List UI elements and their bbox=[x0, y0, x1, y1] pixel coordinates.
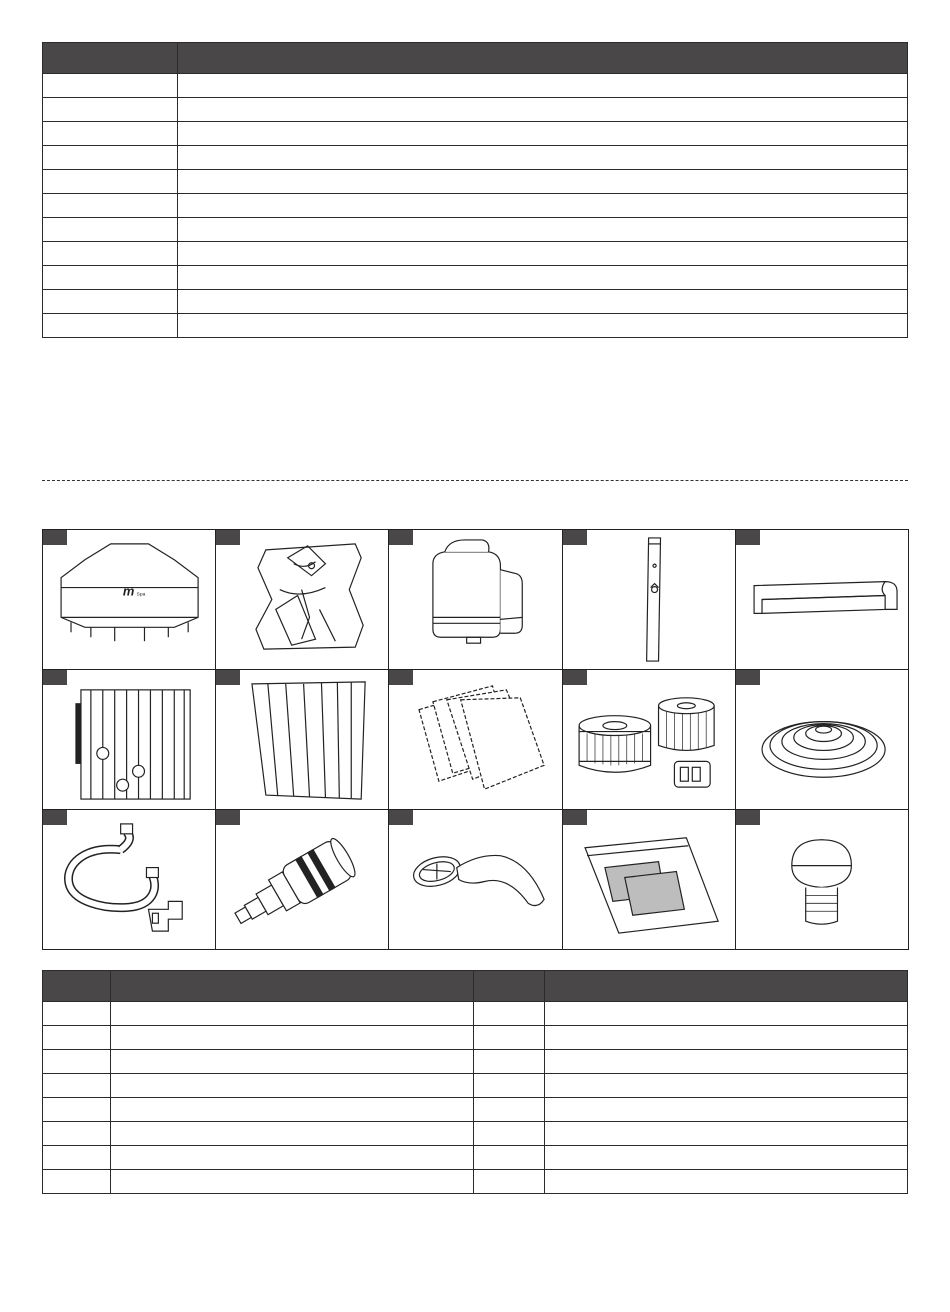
inflatable-lid-icon bbox=[736, 670, 908, 809]
table-cell bbox=[474, 1026, 545, 1050]
table-cell bbox=[178, 146, 908, 170]
table-cell bbox=[111, 1026, 474, 1050]
table-cell bbox=[111, 1098, 474, 1122]
table-cell bbox=[474, 1002, 545, 1026]
filter-housing-icon bbox=[216, 810, 388, 949]
wall-panel-with-valves-icon bbox=[43, 670, 215, 809]
table-cell bbox=[474, 1074, 545, 1098]
table-row bbox=[43, 1002, 908, 1026]
table-row bbox=[43, 1050, 908, 1074]
table-row bbox=[43, 194, 908, 218]
table-cell bbox=[43, 1026, 111, 1050]
table-row bbox=[43, 242, 908, 266]
table-cell bbox=[111, 1170, 474, 1194]
support-pole-icon bbox=[563, 530, 735, 669]
table-cell bbox=[545, 1050, 908, 1074]
storage-bag-icon bbox=[216, 530, 388, 669]
table-row bbox=[43, 74, 908, 98]
table-cell bbox=[474, 1122, 545, 1146]
table-cell bbox=[43, 1122, 111, 1146]
table-cell bbox=[178, 98, 908, 122]
table-cell bbox=[545, 1074, 908, 1098]
part-cell bbox=[389, 670, 562, 810]
part-cell bbox=[216, 530, 389, 670]
table-cell bbox=[178, 194, 908, 218]
table-row bbox=[43, 290, 908, 314]
part-cell bbox=[563, 530, 736, 670]
wall-panel-icon bbox=[216, 670, 388, 809]
table-cell bbox=[111, 1002, 474, 1026]
table-cell bbox=[178, 266, 908, 290]
table-cell bbox=[43, 218, 178, 242]
part-cell bbox=[563, 810, 736, 950]
table-cell bbox=[111, 1146, 474, 1170]
table-cell bbox=[178, 242, 908, 266]
table-cell bbox=[43, 242, 178, 266]
part-cell bbox=[736, 670, 909, 810]
table-cell bbox=[474, 1050, 545, 1074]
part-cell bbox=[389, 810, 562, 950]
table-row bbox=[43, 314, 908, 338]
spec-header-row bbox=[43, 43, 908, 74]
table-row bbox=[43, 1074, 908, 1098]
table-cell bbox=[43, 314, 178, 338]
parts-list-table bbox=[42, 970, 908, 1194]
repair-patch-kit-icon bbox=[563, 810, 735, 949]
parts-header-cell bbox=[474, 971, 545, 1002]
skimmer-net-icon bbox=[389, 810, 561, 949]
table-cell bbox=[474, 1146, 545, 1170]
table-row bbox=[43, 218, 908, 242]
spec-header-cell bbox=[43, 43, 178, 74]
table-cell bbox=[111, 1074, 474, 1098]
part-cell bbox=[43, 810, 216, 950]
part-cell bbox=[736, 530, 909, 670]
parts-illustration-grid bbox=[42, 529, 909, 950]
table-row bbox=[43, 122, 908, 146]
table-cell bbox=[474, 1098, 545, 1122]
table-row bbox=[43, 146, 908, 170]
table-cell bbox=[474, 1170, 545, 1194]
table-cell bbox=[43, 1098, 111, 1122]
table-row bbox=[43, 1122, 908, 1146]
table-cell bbox=[545, 1098, 908, 1122]
table-cell bbox=[178, 74, 908, 98]
floor-mat-tiles-icon bbox=[389, 670, 561, 809]
table-cell bbox=[545, 1026, 908, 1050]
parts-header-row bbox=[43, 971, 908, 1002]
table-cell bbox=[111, 1050, 474, 1074]
table-cell bbox=[545, 1170, 908, 1194]
table-cell bbox=[111, 1122, 474, 1146]
spec-header-cell bbox=[178, 43, 908, 74]
msPa-logo-text: m bbox=[122, 583, 135, 599]
table-row bbox=[43, 1146, 908, 1170]
table-cell bbox=[43, 1002, 111, 1026]
table-cell bbox=[43, 122, 178, 146]
table-cell bbox=[43, 194, 178, 218]
parts-header-cell bbox=[43, 971, 111, 1002]
table-row bbox=[43, 1026, 908, 1050]
table-cell bbox=[545, 1146, 908, 1170]
table-cell bbox=[43, 290, 178, 314]
table-cell bbox=[43, 170, 178, 194]
specification-table bbox=[42, 42, 908, 338]
table-cell bbox=[43, 146, 178, 170]
part-cell bbox=[216, 670, 389, 810]
table-cell bbox=[43, 1074, 111, 1098]
table-cell bbox=[43, 1050, 111, 1074]
table-cell bbox=[178, 170, 908, 194]
part-cell bbox=[43, 670, 216, 810]
table-row bbox=[43, 98, 908, 122]
table-cell bbox=[178, 314, 908, 338]
table-cell bbox=[178, 122, 908, 146]
filter-cartridges-icon bbox=[563, 670, 735, 809]
table-cell bbox=[178, 218, 908, 242]
table-cell bbox=[545, 1002, 908, 1026]
part-cell bbox=[736, 810, 909, 950]
table-row bbox=[43, 266, 908, 290]
table-cell bbox=[545, 1122, 908, 1146]
table-row bbox=[43, 1170, 908, 1194]
table-cell bbox=[43, 266, 178, 290]
table-row bbox=[43, 1098, 908, 1122]
table-cell bbox=[178, 290, 908, 314]
spa-logo-subtext: Spa bbox=[136, 592, 146, 598]
table-row bbox=[43, 170, 908, 194]
dashed-divider bbox=[42, 480, 908, 481]
parts-header-cell bbox=[545, 971, 908, 1002]
parts-header-cell bbox=[111, 971, 474, 1002]
hose-and-connector-icon bbox=[43, 810, 215, 949]
table-cell bbox=[43, 1170, 111, 1194]
part-cell bbox=[43, 530, 216, 670]
part-cell bbox=[389, 530, 562, 670]
part-cell bbox=[563, 670, 736, 810]
cover-strap-icon bbox=[736, 530, 908, 669]
table-cell bbox=[43, 98, 178, 122]
chemical-floater-icon bbox=[736, 810, 908, 949]
table-cell bbox=[43, 74, 178, 98]
part-cell bbox=[216, 810, 389, 950]
hot-tub-top-view-icon bbox=[43, 530, 215, 669]
pump-unit-icon bbox=[389, 530, 561, 669]
table-cell bbox=[43, 1146, 111, 1170]
